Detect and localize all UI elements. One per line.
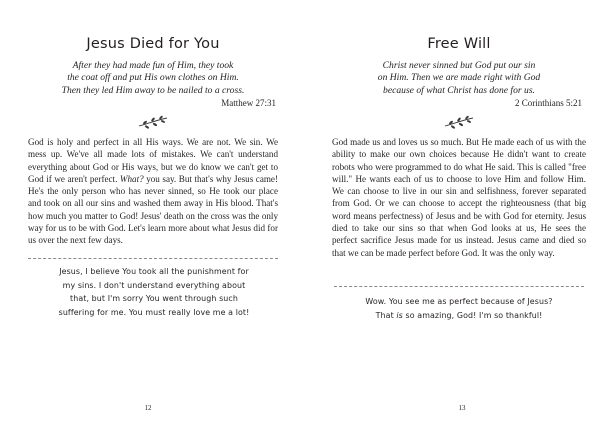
- page-number: 13: [458, 404, 466, 412]
- devotional-body: [28, 136, 278, 247]
- page-title: Jesus Died for You: [86, 36, 220, 52]
- prayer-line: Jesus, I believe You took all the punishment for: [59, 267, 249, 276]
- right-page: [306, 0, 612, 432]
- prayer-segment: so amazing, God! I'm so thankful!: [402, 310, 543, 320]
- verse-line: because of what Christ has done for us.: [383, 84, 535, 96]
- verse-line: Christ never sinned but God put our sin: [382, 60, 536, 71]
- verse-line: on Him. Then we are made right with God: [377, 72, 541, 84]
- prayer-segment: That: [375, 310, 397, 320]
- prayer-line: [376, 311, 543, 320]
- scripture-quote: [28, 60, 278, 110]
- page-number: 12: [144, 404, 152, 412]
- verse-line: the coat off and put His own clothes on Him.: [67, 72, 239, 84]
- page-title: Free Will: [427, 36, 491, 52]
- prayer-line: that, but I'm sorry You went through such: [70, 294, 238, 304]
- body-text-emphasis: What?: [119, 173, 144, 184]
- devotional-body: God made us and loves us so much. But He made each of us with the ability to make our own choices because He didn't want to create robots who were programmed to do what He said. This is called "free will." He wants each of us to choose to love Him and follow Him. We can choose to live in our sin and selfishness, forever separated from God. Or we can choose to accept the righteousness (that big word means perfectness) of Jesus and be with God for eternity. Jesus died to take our sins so that when God looks at us, He sees the perfect sacrifice Jesus made for us instead. Jesus came and died so that we can be made perfect before God. It was the only way.: [332, 137, 586, 258]
- prayer-line: my sins. I don't understand everything about: [62, 280, 246, 290]
- prayer-emphasis: is: [396, 310, 403, 320]
- verse-line: After they had made fun of Him, they took: [72, 60, 234, 71]
- body-text-segment: God is holy and perfect in all His ways. We are not. We sin. We mess up. We've all made lots of mistakes. We can't understand everything about God or His ways, but we do know we can't get to God if we aren't perfect.: [28, 137, 278, 184]
- prayer-line: Wow. You see me as perfect because of Jesus?: [365, 297, 553, 306]
- verse-line: Then they led Him away to be nailed to a cross.: [61, 84, 245, 96]
- scripture-reference: Matthew 27:31: [221, 98, 276, 109]
- scripture-reference: 2 Corinthians 5:21: [515, 98, 582, 109]
- prayer-text: [336, 295, 582, 322]
- leaf-sprig-icon: [444, 115, 474, 129]
- leaf-sprig-icon: [138, 115, 168, 129]
- scripture-quote: [334, 60, 584, 110]
- prayer-line: suffering for me. You must really love me a lot!: [58, 307, 250, 317]
- dashed-divider: [334, 286, 584, 287]
- body-text-segment: you say. But that's why Jesus came! He's the only person who has never sinned, so He took our place and took on all our sins and washed them away in His blood. That's how much you matter to God! Jesus' death on the cross was the only way for us to be with God. Let's learn more about what Jesus did for us over the next few days.: [28, 173, 278, 246]
- prayer-text: [32, 265, 276, 319]
- dashed-divider: [28, 258, 278, 259]
